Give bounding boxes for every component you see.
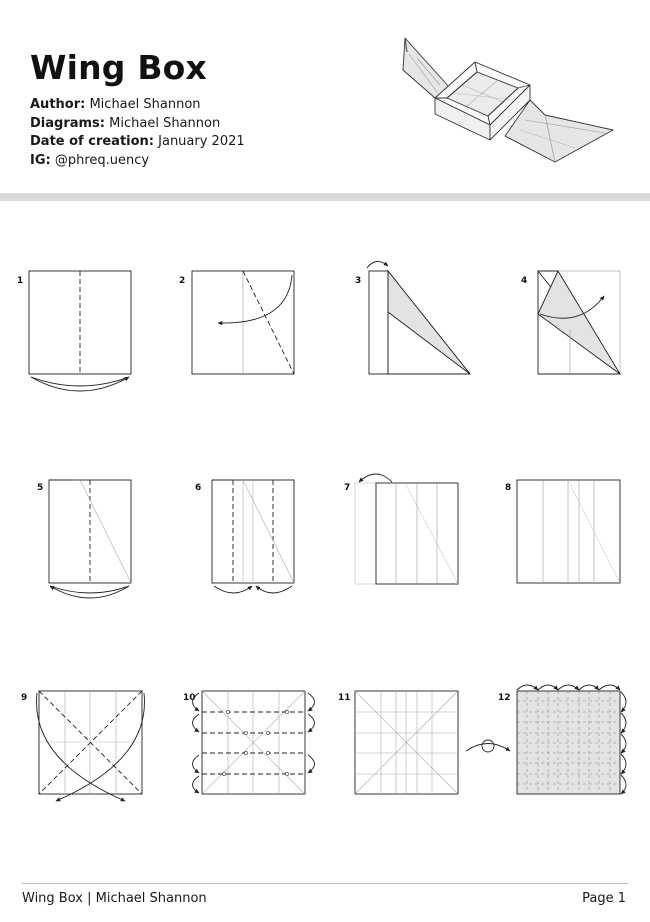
author-value: Michael Shannon: [89, 97, 201, 112]
instagram-label: IG:: [30, 152, 51, 168]
step-number-10: 10: [183, 693, 196, 703]
step-number-6: 6: [195, 483, 202, 493]
step-7-diagram: [355, 474, 458, 584]
date-value: January 2021: [158, 134, 245, 149]
step-2-diagram: [192, 271, 294, 374]
page-number: Page 1: [582, 891, 626, 906]
step-9-diagram: [37, 691, 145, 801]
step-number-1: 1: [17, 276, 24, 286]
page-title: Wing Box: [30, 48, 208, 87]
step-number-3: 3: [355, 276, 362, 286]
step-6-diagram: [212, 480, 294, 593]
step-number-9: 9: [21, 693, 28, 703]
step-number-2: 2: [179, 276, 186, 286]
author-label: Author:: [30, 97, 86, 112]
step-number-4: 4: [521, 276, 528, 286]
step-number-7: 7: [344, 483, 351, 493]
step-3-diagram: [367, 261, 470, 374]
date-label: Date of creation:: [30, 134, 154, 149]
diagrams-value: Michael Shannon: [109, 115, 221, 131]
step-number-11: 11: [338, 693, 351, 703]
step-number-12: 12: [498, 693, 511, 703]
step-12-diagram: [517, 685, 626, 794]
diagrams-label: Diagrams:: [30, 115, 105, 131]
step-number-8: 8: [505, 483, 512, 493]
footer-credit: Wing Box | Michael Shannon: [22, 891, 207, 906]
turn-over-symbol: [466, 740, 510, 752]
step-number-5: 5: [37, 483, 44, 493]
step-11-diagram: [355, 691, 458, 794]
step-4-diagram: [538, 271, 620, 374]
step-5-diagram: [49, 480, 131, 598]
step-10-diagram: [193, 691, 315, 794]
instagram-value: @phreq.uency: [54, 152, 150, 168]
footer-divider: [22, 883, 628, 884]
step-1-diagram: [29, 271, 131, 391]
step-8-diagram: [517, 480, 620, 583]
